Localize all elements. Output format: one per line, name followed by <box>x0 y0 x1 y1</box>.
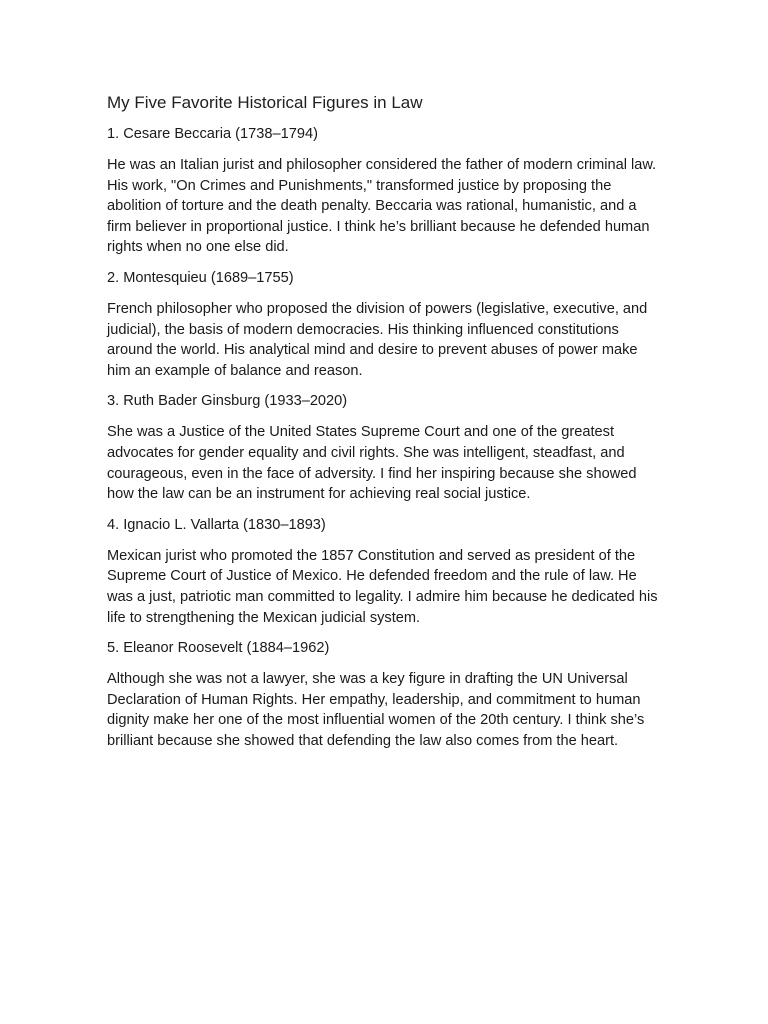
figure-section-montesquieu <box>107 268 663 381</box>
figure-section-beccaria <box>107 124 663 258</box>
figure-section-ginsburg <box>107 391 663 504</box>
figure-description: He was an Italian jurist and philosopher considered the father of modern criminal law. His work, "On Crimes and Punishments," transformed justice by proposing the abolition of torture and the death penalty. Beccaria was rational, humanistic, and a firm believer in proportional justice. I think he’s brilliant because he defended human rights when no one else did. <box>107 157 657 256</box>
figure-section-roosevelt <box>107 638 663 751</box>
figure-heading: 2. Montesquieu (1689–1755) <box>107 269 294 286</box>
figure-section-vallarta <box>107 515 663 628</box>
document-title: My Five Favorite Historical Figures in Law <box>107 93 423 112</box>
figure-heading: 1. Cesare Beccaria (1738–1794) <box>107 126 318 142</box>
figure-description: Mexican jurist who promoted the 1857 Constitution and served as president of the Supreme Court of Justice of Mexico. He defended freedom and the rule of law. He was a just, patriotic man committed to legality. I admire him because he dedicated his life to strengthening the Mexican judicial system. <box>107 547 658 626</box>
figure-heading: 4. Ignacio L. Vallarta (1830–1893) <box>107 516 326 533</box>
figure-heading: 3. Ruth Bader Ginsburg (1933–2020) <box>107 393 348 410</box>
figure-description: French philosopher who proposed the division of powers (legislative, executive, and judicial), the basis of modern democracies. His thinking influenced constitutions around the world. His analytical mind and desire to prevent abuses of power make him an example of balance and reason. <box>107 300 648 379</box>
figure-heading: 5. Eleanor Roosevelt (1884–1962) <box>107 640 330 657</box>
figure-description: She was a Justice of the United States Supreme Court and one of the greatest advocates for gender equality and civil rights. She was intelligent, steadfast, and courageous, even in the face of adversity. I find her inspiring because she showed how the law can be an instrument for achieving real social justice. <box>107 424 637 503</box>
document-page <box>107 93 663 761</box>
figure-description: Although she was not a lawyer, she was a key figure in drafting the UN Universal Declaration of Human Rights. Her empathy, leadership, and commitment to human dignity make her one of the most influential women of the 20th century. I think she’s brilliant because she showed that defending the law also comes from the heart. <box>107 671 645 749</box>
